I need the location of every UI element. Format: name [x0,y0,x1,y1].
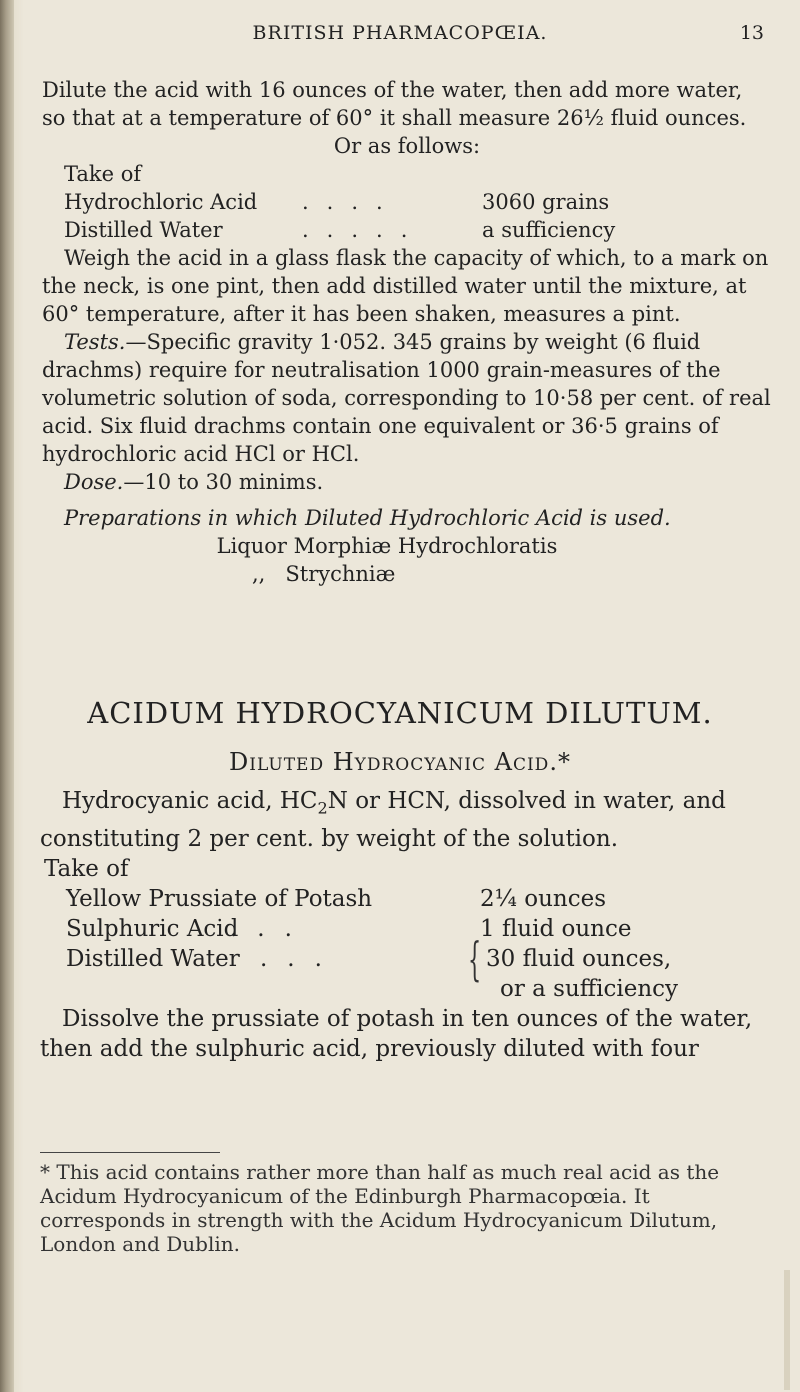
para-weigh: Weigh the acid in a glass flask the capacity of which, to a mark on the neck, is one pint, then add distilled water until the mixture, at 60° temperature, after it has been shaken, measures a pint. [42,246,769,326]
page-number: 13 [739,22,764,44]
para-dose [42,468,772,496]
para-intro [40,786,780,854]
intro-text-b: N or HCN, dissolved in water, and constituting 2 per cent. by weight of the solution. [40,788,726,852]
section-subheading: Diluted Hydrocyanic Acid.* [229,748,571,776]
para-dissolve: Dissolve the prussiate of potash in ten ounces of the water, then add the sulphuric acid, previously diluted with four [40,1005,753,1062]
ingredient-qty: 1 fluid ounce [480,915,632,942]
dose-text: —10 to 30 minims. [123,470,324,494]
preparation-item: ,, Strychniæ [252,562,396,586]
leader-dots: ... [260,945,342,972]
leader-dots: ..... [302,218,426,242]
section-heading: ACIDUM HYDROCYANICUM DILUTUM. [87,696,713,730]
recipe-row [40,931,780,1004]
ingredient-name: Distilled Water [66,945,240,972]
ingredient-qty-alt: or a sufficiency [500,975,679,1002]
ingredient-name: Distilled Water [64,218,223,242]
running-title: BRITISH PHARMACOPŒIA. [252,22,548,44]
tests-text: —Specific gravity 1·052. 345 grains by weight (6 fluid drachms) require for neutralisation 1000 grain-measures of the volumetric solution of soda, corresponding to 10·58 per cent. of real acid. Six fluid drachms contain one equivalent or 36·5 grains of hydrochloric acid HCl or HCl. [42,330,771,466]
page-edge-stain [784,1270,790,1390]
intro-text-a: Hydrocyanic acid, HC [62,788,318,814]
recipe-row [42,216,772,244]
recipe-row [42,188,772,216]
ingredient-name: Yellow Prussiate of Potash [66,885,373,912]
preparations-heading: Preparations in which Diluted Hydrochloric Acid is used. [64,506,671,530]
preparation-item: Liquor Morphiæ Hydrochloratis [216,534,558,558]
footnote-rule [40,1152,220,1153]
dose-label: Dose. [64,470,124,494]
leader-dots: ... [230,915,312,942]
take-of: Take of [44,855,129,882]
intro-subscript: 2 [317,798,328,818]
recipe-row [40,884,780,914]
section-diluted-hydrochloric [42,76,772,588]
ingredient-qty: 2¼ ounces [480,885,607,912]
take-of: Take of [64,162,142,186]
section-diluted-hydrocyanic [40,786,780,1064]
or-as-follows: Or as follows: [333,134,481,158]
ingredient-qty: 3060 grains [482,190,610,214]
tests-label: Tests. [64,330,126,354]
running-header [0,22,800,52]
ingredient-name: Hydrochloric Acid [64,190,258,214]
para-dilute: Dilute the acid with 16 ounces of the water, then add more water, so that at a temperature of 60° it shall measure 26½ fluid ounces. [42,78,747,130]
brace-glyph: { [468,931,482,986]
para-tests [42,328,772,468]
footnote: * This acid contains rather more than half as much real acid as the Acidum Hydrocyanicum of the Edinburgh Pharmacopœia. It corresponds in strength with the Acidum Hydrocyanicum Dilutum, London and Dublin. [40,1160,720,1256]
ingredient-qty: 30 fluid ounces, [486,945,672,972]
book-gutter [0,0,14,1392]
recipe-row [40,914,780,944]
ingredient-name: Sulphuric Acid [66,915,239,942]
ingredient-qty: a sufficiency [482,218,616,242]
leader-dots: .... [302,190,401,214]
